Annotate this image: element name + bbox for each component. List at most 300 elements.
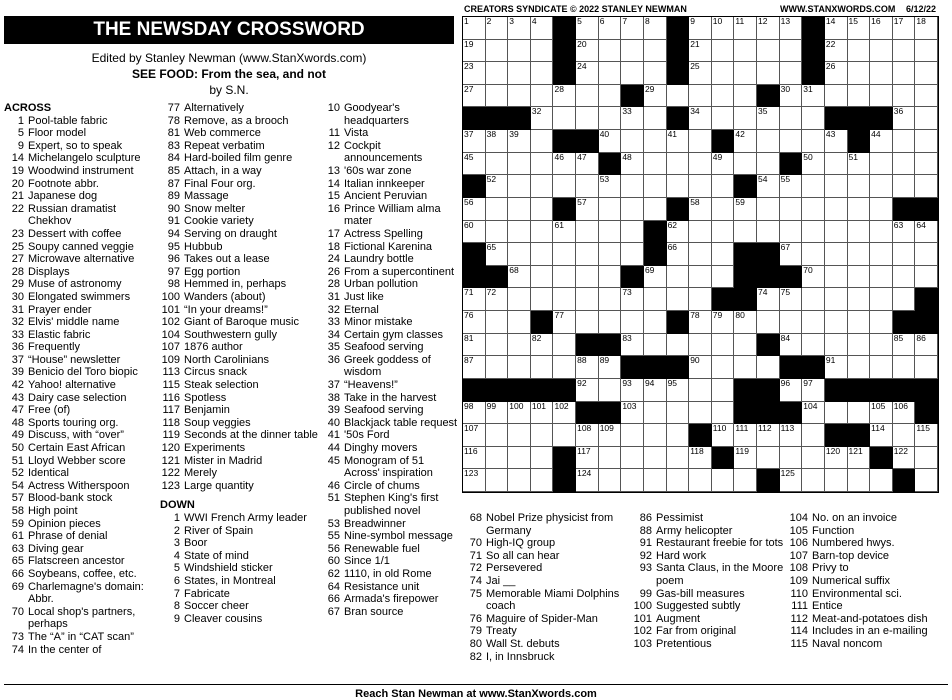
grid-cell[interactable] [553,356,576,379]
grid-cell[interactable] [486,17,509,40]
grid-cell[interactable] [599,266,622,289]
grid-cell[interactable] [599,130,622,153]
grid-cell[interactable] [508,85,531,108]
grid-cell[interactable] [621,447,644,470]
grid-cell[interactable] [893,40,916,63]
grid-cell[interactable] [893,288,916,311]
grid-cell[interactable] [734,311,757,334]
grid-cell[interactable] [463,40,486,63]
grid-cell[interactable] [463,402,486,425]
grid-cell[interactable] [667,334,690,357]
grid-cell[interactable] [734,107,757,130]
grid-cell[interactable] [825,40,848,63]
grid-cell[interactable] [848,469,871,492]
grid-cell[interactable] [757,107,780,130]
grid-cell[interactable] [553,311,576,334]
grid-cell[interactable] [508,469,531,492]
grid-cell[interactable] [802,379,825,402]
grid-cell[interactable] [531,107,554,130]
grid-cell[interactable] [825,198,848,221]
grid-cell[interactable] [689,198,712,221]
grid-cell[interactable] [780,175,803,198]
grid-cell[interactable] [667,379,690,402]
grid-cell[interactable] [508,334,531,357]
grid-cell[interactable] [757,311,780,334]
grid-cell[interactable] [486,334,509,357]
grid-cell[interactable] [825,447,848,470]
grid-cell[interactable] [757,153,780,176]
grid-cell[interactable] [780,130,803,153]
grid-cell[interactable] [870,334,893,357]
grid-cell[interactable] [644,266,667,289]
grid-cell[interactable] [870,17,893,40]
grid-cell[interactable] [848,356,871,379]
grid-cell[interactable] [486,198,509,221]
grid-cell[interactable] [893,107,916,130]
grid-cell[interactable] [486,469,509,492]
grid-cell[interactable] [508,175,531,198]
grid-cell[interactable] [893,221,916,244]
grid-cell[interactable] [599,17,622,40]
grid-cell[interactable] [508,17,531,40]
grid-cell[interactable] [712,198,735,221]
grid-cell[interactable] [621,379,644,402]
grid-cell[interactable] [870,311,893,334]
grid-cell[interactable] [553,402,576,425]
grid-cell[interactable] [825,130,848,153]
grid-cell[interactable] [915,62,938,85]
grid-cell[interactable] [870,424,893,447]
grid-cell[interactable] [893,62,916,85]
grid-cell[interactable] [576,424,599,447]
grid-cell[interactable] [531,356,554,379]
grid-cell[interactable] [734,469,757,492]
grid-cell[interactable] [848,62,871,85]
grid-cell[interactable] [644,85,667,108]
grid-cell[interactable] [689,175,712,198]
grid-cell[interactable] [463,356,486,379]
grid-cell[interactable] [508,266,531,289]
grid-cell[interactable] [757,17,780,40]
grid-cell[interactable] [893,266,916,289]
grid-cell[interactable] [644,311,667,334]
grid-cell[interactable] [757,424,780,447]
grid-cell[interactable] [825,62,848,85]
grid-cell[interactable] [780,85,803,108]
grid-cell[interactable] [848,175,871,198]
grid-cell[interactable] [689,40,712,63]
grid-cell[interactable] [644,175,667,198]
grid-cell[interactable] [757,356,780,379]
grid-cell[interactable] [802,243,825,266]
grid-cell[interactable] [848,288,871,311]
grid-cell[interactable] [893,175,916,198]
grid-cell[interactable] [576,107,599,130]
grid-cell[interactable] [712,85,735,108]
grid-cell[interactable] [734,198,757,221]
grid-cell[interactable] [825,356,848,379]
grid-cell[interactable] [893,334,916,357]
grid-cell[interactable] [553,266,576,289]
grid-cell[interactable] [531,17,554,40]
grid-cell[interactable] [915,356,938,379]
grid-cell[interactable] [463,130,486,153]
grid-cell[interactable] [734,62,757,85]
grid-cell[interactable] [463,424,486,447]
grid-cell[interactable] [734,334,757,357]
grid-cell[interactable] [712,62,735,85]
grid-cell[interactable] [893,85,916,108]
grid-cell[interactable] [712,356,735,379]
grid-cell[interactable] [644,288,667,311]
grid-cell[interactable] [486,85,509,108]
grid-cell[interactable] [825,402,848,425]
crossword-grid[interactable] [462,16,939,493]
grid-cell[interactable] [734,447,757,470]
grid-cell[interactable] [621,221,644,244]
grid-cell[interactable] [553,85,576,108]
grid-cell[interactable] [689,107,712,130]
grid-cell[interactable] [780,379,803,402]
grid-cell[interactable] [712,379,735,402]
grid-cell[interactable] [621,107,644,130]
grid-cell[interactable] [531,424,554,447]
grid-cell[interactable] [689,356,712,379]
grid-cell[interactable] [576,356,599,379]
grid-cell[interactable] [621,198,644,221]
grid-cell[interactable] [553,243,576,266]
grid-cell[interactable] [553,424,576,447]
grid-cell[interactable] [508,402,531,425]
grid-cell[interactable] [734,85,757,108]
grid-cell[interactable] [576,311,599,334]
grid-cell[interactable] [870,175,893,198]
grid-cell[interactable] [621,40,644,63]
grid-cell[interactable] [893,402,916,425]
grid-cell[interactable] [463,153,486,176]
grid-cell[interactable] [780,334,803,357]
grid-cell[interactable] [599,447,622,470]
grid-cell[interactable] [644,62,667,85]
grid-cell[interactable] [486,447,509,470]
grid-cell[interactable] [463,288,486,311]
grid-cell[interactable] [463,85,486,108]
grid-cell[interactable] [802,424,825,447]
grid-cell[interactable] [915,130,938,153]
grid-cell[interactable] [644,40,667,63]
grid-cell[interactable] [689,153,712,176]
grid-cell[interactable] [802,447,825,470]
grid-cell[interactable] [599,311,622,334]
grid-cell[interactable] [780,243,803,266]
grid-cell[interactable] [712,311,735,334]
grid-cell[interactable] [689,221,712,244]
grid-cell[interactable] [508,243,531,266]
grid-cell[interactable] [599,243,622,266]
grid-cell[interactable] [621,402,644,425]
grid-cell[interactable] [599,62,622,85]
grid-cell[interactable] [621,311,644,334]
grid-cell[interactable] [825,221,848,244]
grid-cell[interactable] [531,334,554,357]
grid-cell[interactable] [508,198,531,221]
grid-cell[interactable] [689,447,712,470]
grid-cell[interactable] [689,243,712,266]
grid-cell[interactable] [667,402,690,425]
grid-cell[interactable] [734,17,757,40]
grid-cell[interactable] [644,334,667,357]
grid-cell[interactable] [644,198,667,221]
grid-cell[interactable] [870,85,893,108]
grid-cell[interactable] [463,221,486,244]
grid-cell[interactable] [848,243,871,266]
grid-cell[interactable] [486,175,509,198]
grid-cell[interactable] [599,175,622,198]
grid-cell[interactable] [802,334,825,357]
grid-cell[interactable] [893,17,916,40]
grid-cell[interactable] [667,288,690,311]
grid-cell[interactable] [825,175,848,198]
grid-cell[interactable] [667,447,690,470]
grid-cell[interactable] [915,221,938,244]
grid-cell[interactable] [553,153,576,176]
grid-cell[interactable] [576,379,599,402]
grid-cell[interactable] [644,379,667,402]
grid-cell[interactable] [802,266,825,289]
grid-cell[interactable] [486,62,509,85]
grid-cell[interactable] [802,153,825,176]
grid-cell[interactable] [689,130,712,153]
grid-cell[interactable] [621,17,644,40]
grid-cell[interactable] [531,153,554,176]
grid-cell[interactable] [621,243,644,266]
grid-cell[interactable] [893,153,916,176]
grid-cell[interactable] [689,62,712,85]
grid-cell[interactable] [780,311,803,334]
grid-cell[interactable] [576,198,599,221]
grid-cell[interactable] [870,469,893,492]
grid-cell[interactable] [689,469,712,492]
grid-cell[interactable] [780,17,803,40]
grid-cell[interactable] [508,311,531,334]
grid-cell[interactable] [802,198,825,221]
grid-cell[interactable] [757,175,780,198]
grid-cell[interactable] [915,85,938,108]
grid-cell[interactable] [644,424,667,447]
grid-cell[interactable] [712,243,735,266]
grid-cell[interactable] [667,153,690,176]
grid-cell[interactable] [644,469,667,492]
grid-cell[interactable] [848,198,871,221]
grid-cell[interactable] [870,221,893,244]
grid-cell[interactable] [486,424,509,447]
grid-cell[interactable] [531,221,554,244]
grid-cell[interactable] [576,469,599,492]
grid-cell[interactable] [848,40,871,63]
grid-cell[interactable] [599,424,622,447]
grid-cell[interactable] [802,85,825,108]
grid-cell[interactable] [576,17,599,40]
grid-cell[interactable] [644,107,667,130]
grid-cell[interactable] [848,85,871,108]
grid-cell[interactable] [780,62,803,85]
grid-cell[interactable] [621,334,644,357]
grid-cell[interactable] [734,130,757,153]
grid-cell[interactable] [915,17,938,40]
grid-cell[interactable] [621,469,644,492]
grid-cell[interactable] [734,424,757,447]
grid-cell[interactable] [802,221,825,244]
grid-cell[interactable] [915,243,938,266]
grid-cell[interactable] [486,402,509,425]
grid-cell[interactable] [915,334,938,357]
grid-cell[interactable] [915,424,938,447]
grid-cell[interactable] [870,288,893,311]
grid-cell[interactable] [802,175,825,198]
grid-cell[interactable] [689,17,712,40]
grid-cell[interactable] [463,198,486,221]
grid-cell[interactable] [508,288,531,311]
grid-cell[interactable] [689,334,712,357]
grid-cell[interactable] [553,107,576,130]
grid-cell[interactable] [531,40,554,63]
grid-cell[interactable] [712,175,735,198]
grid-cell[interactable] [757,130,780,153]
grid-cell[interactable] [644,17,667,40]
grid-cell[interactable] [486,40,509,63]
grid-cell[interactable] [576,175,599,198]
grid-cell[interactable] [486,153,509,176]
grid-cell[interactable] [915,469,938,492]
grid-cell[interactable] [599,40,622,63]
grid-cell[interactable] [621,175,644,198]
grid-cell[interactable] [712,469,735,492]
grid-cell[interactable] [463,447,486,470]
grid-cell[interactable] [689,85,712,108]
grid-cell[interactable] [825,469,848,492]
grid-cell[interactable] [463,334,486,357]
grid-cell[interactable] [689,311,712,334]
grid-cell[interactable] [508,62,531,85]
grid-cell[interactable] [508,221,531,244]
grid-cell[interactable] [870,243,893,266]
grid-cell[interactable] [734,153,757,176]
grid-cell[interactable] [757,447,780,470]
grid-cell[interactable] [463,62,486,85]
grid-cell[interactable] [848,153,871,176]
grid-cell[interactable] [893,424,916,447]
grid-cell[interactable] [780,107,803,130]
grid-cell[interactable] [712,266,735,289]
grid-cell[interactable] [825,243,848,266]
grid-cell[interactable] [667,221,690,244]
grid-cell[interactable] [780,198,803,221]
grid-cell[interactable] [689,402,712,425]
grid-cell[interactable] [576,288,599,311]
grid-cell[interactable] [531,85,554,108]
grid-cell[interactable] [825,153,848,176]
grid-cell[interactable] [915,447,938,470]
grid-cell[interactable] [463,311,486,334]
grid-cell[interactable] [870,62,893,85]
grid-cell[interactable] [870,198,893,221]
grid-cell[interactable] [576,40,599,63]
grid-cell[interactable] [825,334,848,357]
grid-cell[interactable] [599,379,622,402]
grid-cell[interactable] [621,62,644,85]
grid-cell[interactable] [576,266,599,289]
grid-cell[interactable] [531,62,554,85]
grid-cell[interactable] [825,288,848,311]
grid-cell[interactable] [531,198,554,221]
grid-cell[interactable] [712,107,735,130]
grid-cell[interactable] [825,17,848,40]
grid-cell[interactable] [689,288,712,311]
grid-cell[interactable] [486,243,509,266]
grid-cell[interactable] [486,311,509,334]
grid-cell[interactable] [848,221,871,244]
grid-cell[interactable] [757,221,780,244]
grid-cell[interactable] [486,221,509,244]
grid-cell[interactable] [870,153,893,176]
grid-cell[interactable] [621,130,644,153]
grid-cell[interactable] [734,221,757,244]
grid-cell[interactable] [576,243,599,266]
grid-cell[interactable] [553,175,576,198]
grid-cell[interactable] [644,130,667,153]
grid-cell[interactable] [870,402,893,425]
grid-cell[interactable] [780,40,803,63]
grid-cell[interactable] [915,107,938,130]
grid-cell[interactable] [825,85,848,108]
grid-cell[interactable] [508,153,531,176]
grid-cell[interactable] [893,130,916,153]
grid-cell[interactable] [893,243,916,266]
grid-cell[interactable] [531,266,554,289]
grid-cell[interactable] [576,85,599,108]
grid-cell[interactable] [621,153,644,176]
grid-cell[interactable] [802,469,825,492]
grid-cell[interactable] [508,356,531,379]
grid-cell[interactable] [599,107,622,130]
grid-cell[interactable] [667,175,690,198]
grid-cell[interactable] [870,130,893,153]
grid-cell[interactable] [667,85,690,108]
grid-cell[interactable] [780,221,803,244]
grid-cell[interactable] [848,447,871,470]
grid-cell[interactable] [508,40,531,63]
grid-cell[interactable] [553,288,576,311]
grid-cell[interactable] [486,356,509,379]
grid-cell[interactable] [644,447,667,470]
grid-cell[interactable] [915,175,938,198]
grid-cell[interactable] [915,40,938,63]
grid-cell[interactable] [553,334,576,357]
grid-cell[interactable] [915,266,938,289]
grid-cell[interactable] [599,198,622,221]
grid-cell[interactable] [757,62,780,85]
grid-cell[interactable] [599,469,622,492]
grid-cell[interactable] [621,288,644,311]
grid-cell[interactable] [576,447,599,470]
grid-cell[interactable] [599,356,622,379]
grid-cell[interactable] [508,130,531,153]
grid-cell[interactable] [802,288,825,311]
grid-cell[interactable] [802,107,825,130]
grid-cell[interactable] [780,288,803,311]
grid-cell[interactable] [576,62,599,85]
grid-cell[interactable] [508,447,531,470]
